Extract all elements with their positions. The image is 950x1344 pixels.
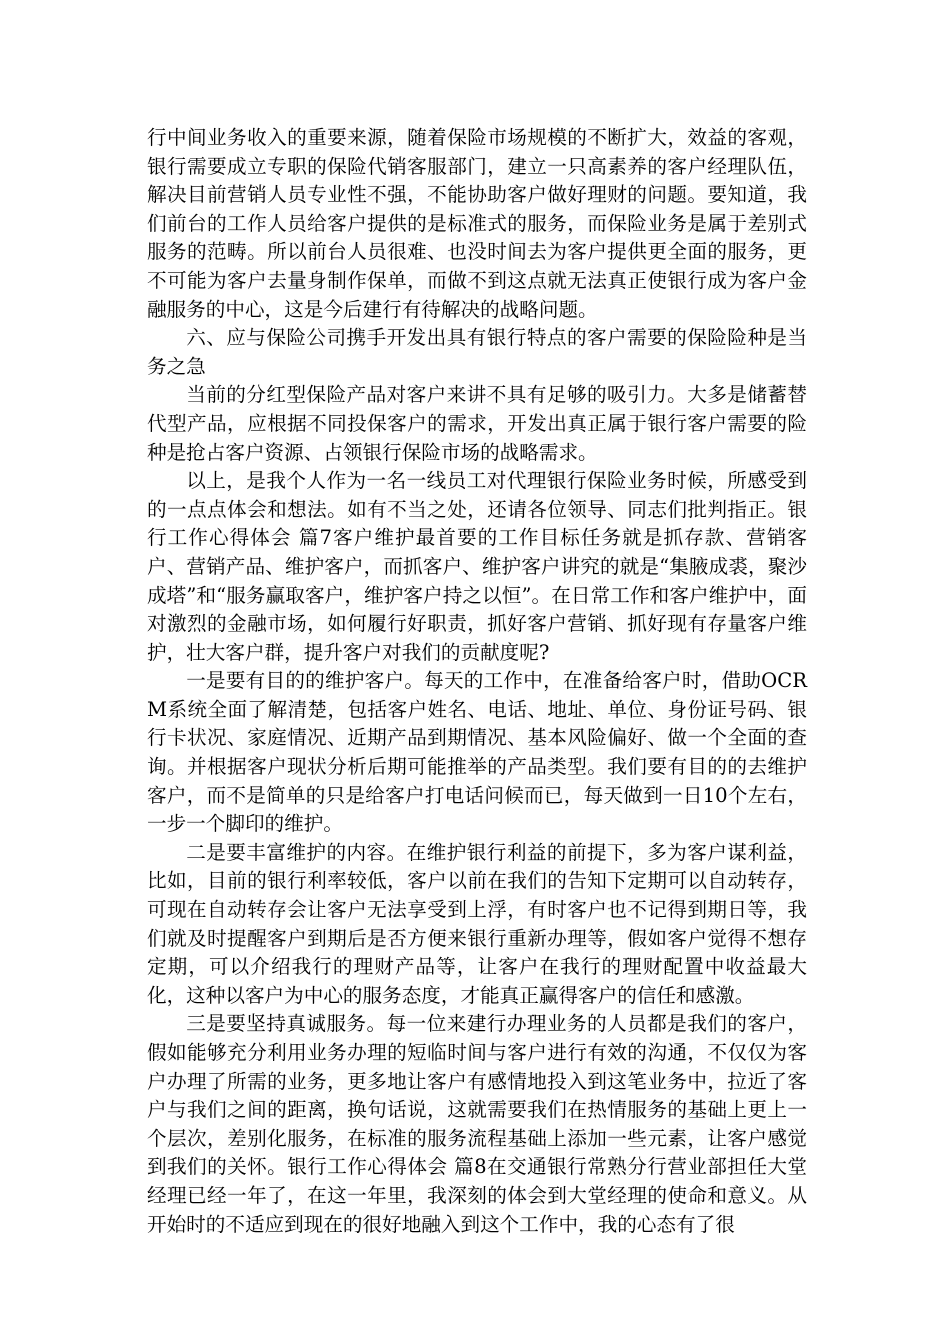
paragraph-point-three-and-part-8: 三是要坚持真诚服务。每一位来建行办理业务的人员都是我们的客户，假如能够充分利用业务办理的短临时间与客户进行有效的沟通，不仅仅为客户办理了所需的业务，更多地让客户有感情地投入到这笔业务中，拉近了客户与我们之间的距离，换句话说，这就需要我们在热情服务的基础上更上一个层次，差别化服务，在标准的服务流程基础上添加一些元素，让客户感觉到我们的关怀。银行工作心得体会 篇8在交通银行常熟分行营业部担任大堂经理已经一年了，在这一年里，我深刻的体会到大堂经理的使命和意义。从开始时的不适应到现在的很好地融入到这个工作中，我的心态有了很: [147, 1012, 807, 1236]
document-body: [147, 124, 807, 1239]
paragraph-point-two: 二是要丰富维护的内容。在维护银行利益的前提下，多为客户谋利益，比如，目前的银行利率较低，客户以前在我们的告知下定期可以自动转存，可现在自动转存会让客户无法享受到上浮，有时客户也不记得到期日等，我们就及时提醒客户到期后是否方便来银行重新办理等，假如客户觉得不想存定期，可以介绍我行的理财产品等，让客户在我行的理财配置中收益最大化，这种以客户为中心的服务态度，才能真正赢得客户的信任和感激。: [147, 840, 807, 1007]
paragraph-point-one: 一是要有目的的维护客户。每天的工作中，在准备给客户时，借助OCRM系统全面了解清楚，包括客户姓名、电话、地址、单位、身份证号码、银行卡状况、家庭情况、近期产品到期情况、基本风险偏好、做一个全面的查询。并根据客户现状分析后期可能推举的产品类型。我们要有目的的去维护客户，而不是简单的只是给客户打电话问候而已，每天做到一日10个左右，一步一个脚印的维护。: [147, 669, 807, 836]
section-heading-six: 六、应与保险公司携手开发出具有银行特点的客户需要的保险险种是当务之急: [147, 326, 807, 378]
paragraph-conclusion-and-part-7: 以上，是我个人作为一名一线员工对代理银行保险业务时候，所感受到的一点点体会和想法。如有不当之处，还请各位领导、同志们批判指正。银行工作心得体会 篇7客户维护最首要的工作目标任务就是抓存款、营销客户、营销产品、维护客户，而抓客户、维护客户讲究的就是“集腋成裘，聚沙成塔”和“服务赢取客户，维护客户持之以恒”。在日常工作和客户维护中，面对激烈的金融市场，如何履行好职责，抓好客户营销、抓好现有存量客户维护，壮大客户群，提升客户对我们的贡献度呢?: [147, 469, 807, 664]
paragraph-continuation: 行中间业务收入的重要来源，随着保险市场规模的不断扩大，效益的客观，银行需要成立专职的保险代销客服部门，建立一只高素养的客户经理队伍，解决目前营销人员专业性不强，不能协助客户做好理财的问题。要知道，我们前台的工作人员给客户提供的是标准式的服务，而保险业务是属于差别式服务的范畴。所以前台人员很难、也没时间去为客户提供更全面的服务，更不可能为客户去量身制作保单，而做不到这点就无法真正使银行成为客户金融服务的中心，这是今后建行有待解决的战略问题。: [147, 126, 807, 321]
paragraph-dividend-insurance: 当前的分红型保险产品对客户来讲不具有足够的吸引力。大多是储蓄替代型产品，应根据不同投保客户的需求，开发出真正属于银行客户需要的险种是抢占客户资源、占领银行保险市场的战略需求。: [147, 383, 807, 464]
